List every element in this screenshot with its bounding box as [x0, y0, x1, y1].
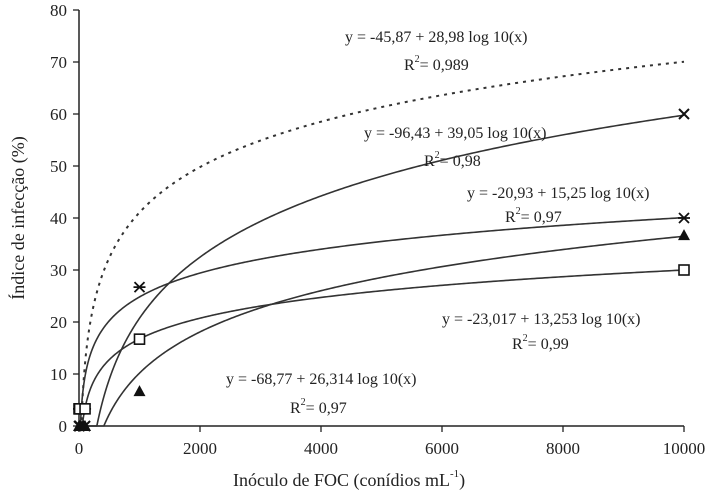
data-point-square [679, 265, 689, 275]
x-tick-label: 4000 [304, 439, 338, 458]
y-ticks [50, 1, 79, 436]
data-point-square [80, 404, 90, 414]
axes [79, 10, 684, 426]
r2-label-dotted [404, 54, 469, 74]
r2-value: = 0,97 [305, 400, 347, 417]
data-point-x [679, 109, 689, 119]
x-axis-title-text: Inóculo de FOC (conídios mL [233, 470, 450, 490]
r2-value: = 0,98 [439, 153, 481, 170]
r2-superscript: 2 [434, 150, 440, 161]
equation-label-square: y = -23,017 + 13,253 log 10(x) [442, 311, 641, 328]
x-tick-label: 8000 [546, 439, 580, 458]
x-tick-label: 6000 [425, 439, 459, 458]
r2-label-triangle [290, 397, 347, 417]
equation-label-asterisk: y = -20,93 + 15,25 log 10(x) [467, 185, 650, 202]
r2-superscript: 2 [522, 333, 528, 344]
y-tick-label: 20 [50, 313, 67, 332]
r2-prefix: R [424, 153, 435, 170]
r2-label-x [424, 150, 481, 170]
asterisk-mark [678, 213, 690, 223]
data-point-triangle [134, 385, 146, 396]
y-tick-label: 0 [58, 417, 67, 436]
equation-label-triangle: y = -68,77 + 26,314 log 10(x) [226, 371, 417, 388]
data-point-asterisk [678, 213, 690, 223]
r2-superscript: 2 [414, 54, 420, 65]
r2-prefix: R [512, 336, 523, 353]
data-point-triangle [678, 229, 690, 240]
y-tick-label: 60 [50, 105, 67, 124]
r2-value: = 0,989 [419, 57, 469, 74]
regression-line-square [79, 270, 684, 426]
regression-line-triangle [79, 236, 684, 426]
y-tick-label: 70 [50, 53, 67, 72]
x-tick-label: 0 [74, 439, 84, 458]
y-tick-label: 40 [50, 209, 67, 228]
equation-label-x: y = -96,43 + 39,05 log 10(x) [364, 125, 547, 142]
data-point-asterisk [134, 282, 146, 292]
equation-label-dotted: y = -45,87 + 28,98 log 10(x) [345, 29, 528, 46]
y-axis-title: Índice de infecção (%) [8, 136, 28, 300]
x-tick-label: 10000 [662, 439, 706, 458]
r2-label-asterisk [505, 206, 562, 226]
r2-value: = 0,99 [527, 336, 569, 353]
r2-label-square [512, 333, 569, 353]
x-axis-title-superscript: -1 [449, 468, 460, 480]
data-point-square [135, 334, 145, 344]
x-axis-title-end: ) [459, 470, 466, 490]
r2-prefix: R [290, 400, 301, 417]
r2-value: = 0,97 [520, 209, 562, 226]
x-ticks [75, 426, 706, 458]
y-tick-label: 10 [50, 365, 67, 384]
r2-prefix: R [404, 57, 415, 74]
x-mark [679, 109, 689, 119]
r2-superscript: 2 [515, 206, 521, 217]
y-tick-label: 50 [50, 157, 67, 176]
y-tick-label: 30 [50, 261, 67, 280]
r2-superscript: 2 [300, 397, 306, 408]
x-tick-label: 2000 [183, 439, 217, 458]
r2-prefix: R [505, 209, 516, 226]
asterisk-mark [134, 282, 146, 292]
y-tick-label: 80 [50, 1, 67, 20]
x-axis-title [233, 468, 465, 491]
